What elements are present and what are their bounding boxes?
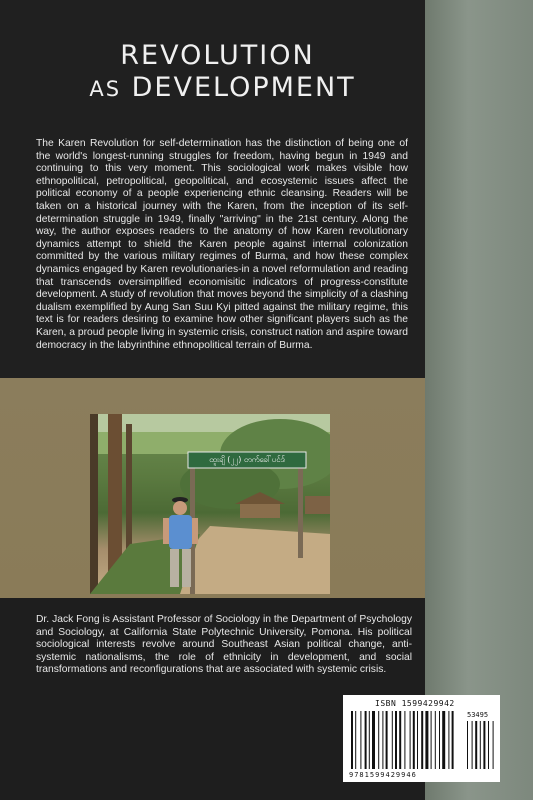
isbn-label: ISBN 1599429942: [375, 699, 455, 708]
author-bio: Dr. Jack Fong is Assistant Professor of Sociology in the Department of Psychology and Sociology, at California State Polytechnic University, Pomona. His political sociological interests revolve around Southeast Asian political change, anti-systemic nationalisms, the role of ethnicity in development, and social transformations and reconfigurations that are associated with systemic crisis.: [36, 614, 412, 676]
title-word-development: DEVELOPMENT: [131, 72, 356, 103]
price-code: 53495: [467, 711, 489, 719]
isbn-digits: 9781599429946: [349, 771, 417, 779]
author-photo: [90, 414, 330, 594]
title-line-1: REVOLUTION: [120, 40, 315, 71]
isbn-barcode: [343, 695, 500, 782]
village-sign: ထူးချိ (၂၂) တက်ခေါ်ပင်ဒ်: [209, 455, 285, 464]
author-photo-scene: [90, 414, 330, 594]
spine-edge: [425, 0, 533, 800]
title-line-2: [0, 72, 425, 105]
title-word-as: AS: [89, 77, 122, 101]
book-description: The Karen Revolution for self-determination has the distinction of being one of the world's longest-running struggles for freedom, having begun in 1949 and continuing to this very moment. This sociological work makes visible how ethnopolitical, petropolitical, geopolitical, and ecosystemic issues affect the political economy of a people experiencing ethnic cleansing. Readers will be taken on a historical journey with the Karen, from the inception of its self-determination struggle in 1949, finally "arriving" in the 21st century. Along the way, the author exposes readers to the anatomy of how Karen revolutionary dynamics attempt to shield the Karen people against internal colonization committed by the various military regimes of Burma, and how these complex dynamics engaged by Karen revolutionaries-in a novel reformulation and reading that transcends oversimplified economisitic indicators of progress-constitute development. A study of revolution that moves beyond the simplicity of a clashing dualism exemplified by Aung San Suu Kyi pitted against the military regime, this text is for readers desiring to examine how other significant players such as the Karen, a proud people living in systemic crisis, construct nation and aspire toward democracy in the labyrinthine ethnopolitical terrain of Burma.: [36, 138, 408, 351]
book-title: [0, 40, 425, 105]
barcode-bars: [343, 695, 500, 782]
